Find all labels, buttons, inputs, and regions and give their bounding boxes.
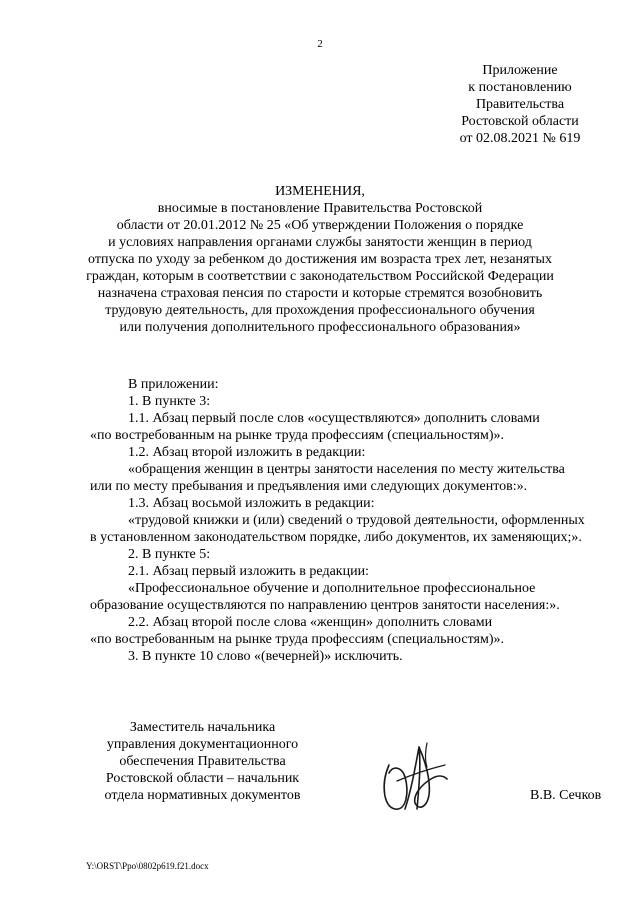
appendix-line: Ростовской области [461,114,579,129]
title-line: ИЗМЕНЕНИЯ, [275,184,365,199]
body-paragraph: 1.1. Абзац первый после слов «осуществляются» дополнить словами [128,411,540,426]
body-paragraph: в установленном законодательством порядке, либо документов, их заменяющих;». [90,530,582,545]
body-paragraph: «обращения женщин в центры занятости населения по месту жительства [128,462,565,477]
title-line: назначена страховая пенсия по старости и которые стремятся возобновить [97,286,543,301]
body-paragraph: 2.1. Абзац первый изложить в редакции: [128,564,369,579]
body-paragraph: 1.3. Абзац восьмой изложить в редакции: [128,496,375,511]
body-paragraph: или по месту пребывания и предъявления ими следующих документов:». [90,479,528,494]
body-paragraph: 1.2. Абзац второй изложить в редакции: [128,445,366,460]
signer-line: Заместитель начальника [129,720,276,735]
file-path: Y:\ORST\Ppo\0802p619.f21.docx [86,861,209,871]
appendix-line: от 02.08.2021 № 619 [459,131,581,146]
body-paragraph: 3. В пункте 10 слово «(вечерней)» исключить. [128,649,403,664]
signer-line: отдела нормативных документов [104,788,301,803]
title-line: области от 20.01.2012 № 25 «Об утверждении Положения о порядке [116,218,524,233]
body-paragraph: 2.2. Абзац второй после слова «женщин» дополнить словами [128,615,493,630]
signer-name: В.В. Сечков [530,788,602,803]
document-body [90,376,608,665]
title-line: и условиях направления органами службы занятости женщин в период [108,235,532,250]
title-line: отпуска по уходу за ребенком до достижения им возраста трех лет, незанятых [88,252,552,267]
body-paragraph: «по востребованным на рынке труда профессиям (специальностям)». [90,428,504,443]
body-paragraph: образование осуществляются по направлению центров занятости населения:». [90,598,560,613]
signer-line: управления документационного [106,737,299,752]
body-paragraph: 1. В пункте 3: [128,394,211,409]
title-line: граждан, которым в соответствии с законодательством Российской Федерации [86,269,554,284]
page-number: 2 [317,38,323,50]
signer-line: Ростовской области – начальник [105,771,300,786]
body-paragraph: «по востребованным на рынке труда профессиям (специальностям)». [90,632,504,647]
signer-position [90,719,315,804]
body-paragraph: В приложении: [128,377,219,392]
appendix-line: Приложение [482,63,558,78]
title-line: вносимые в постановление Правительства Ростовской [157,201,483,216]
appendix-heading [420,62,620,147]
document-title [60,183,580,336]
appendix-line: Правительства [475,97,565,112]
title-line: трудовую деятельность, для прохождения профессионального обучения [105,303,535,318]
body-paragraph: 2. В пункте 5: [128,547,211,562]
appendix-line: к постановлению [468,80,572,95]
body-paragraph: «Профессиональное обучение и дополнительное профессиональное [128,581,536,596]
body-paragraph: «трудовой книжки и (или) сведений о трудовой деятельности, оформленных [128,513,585,528]
handwritten-signature [375,735,455,825]
title-line: или получения дополнительного профессионального образования» [119,320,521,335]
signer-line: обеспечения Правительства [119,754,286,769]
